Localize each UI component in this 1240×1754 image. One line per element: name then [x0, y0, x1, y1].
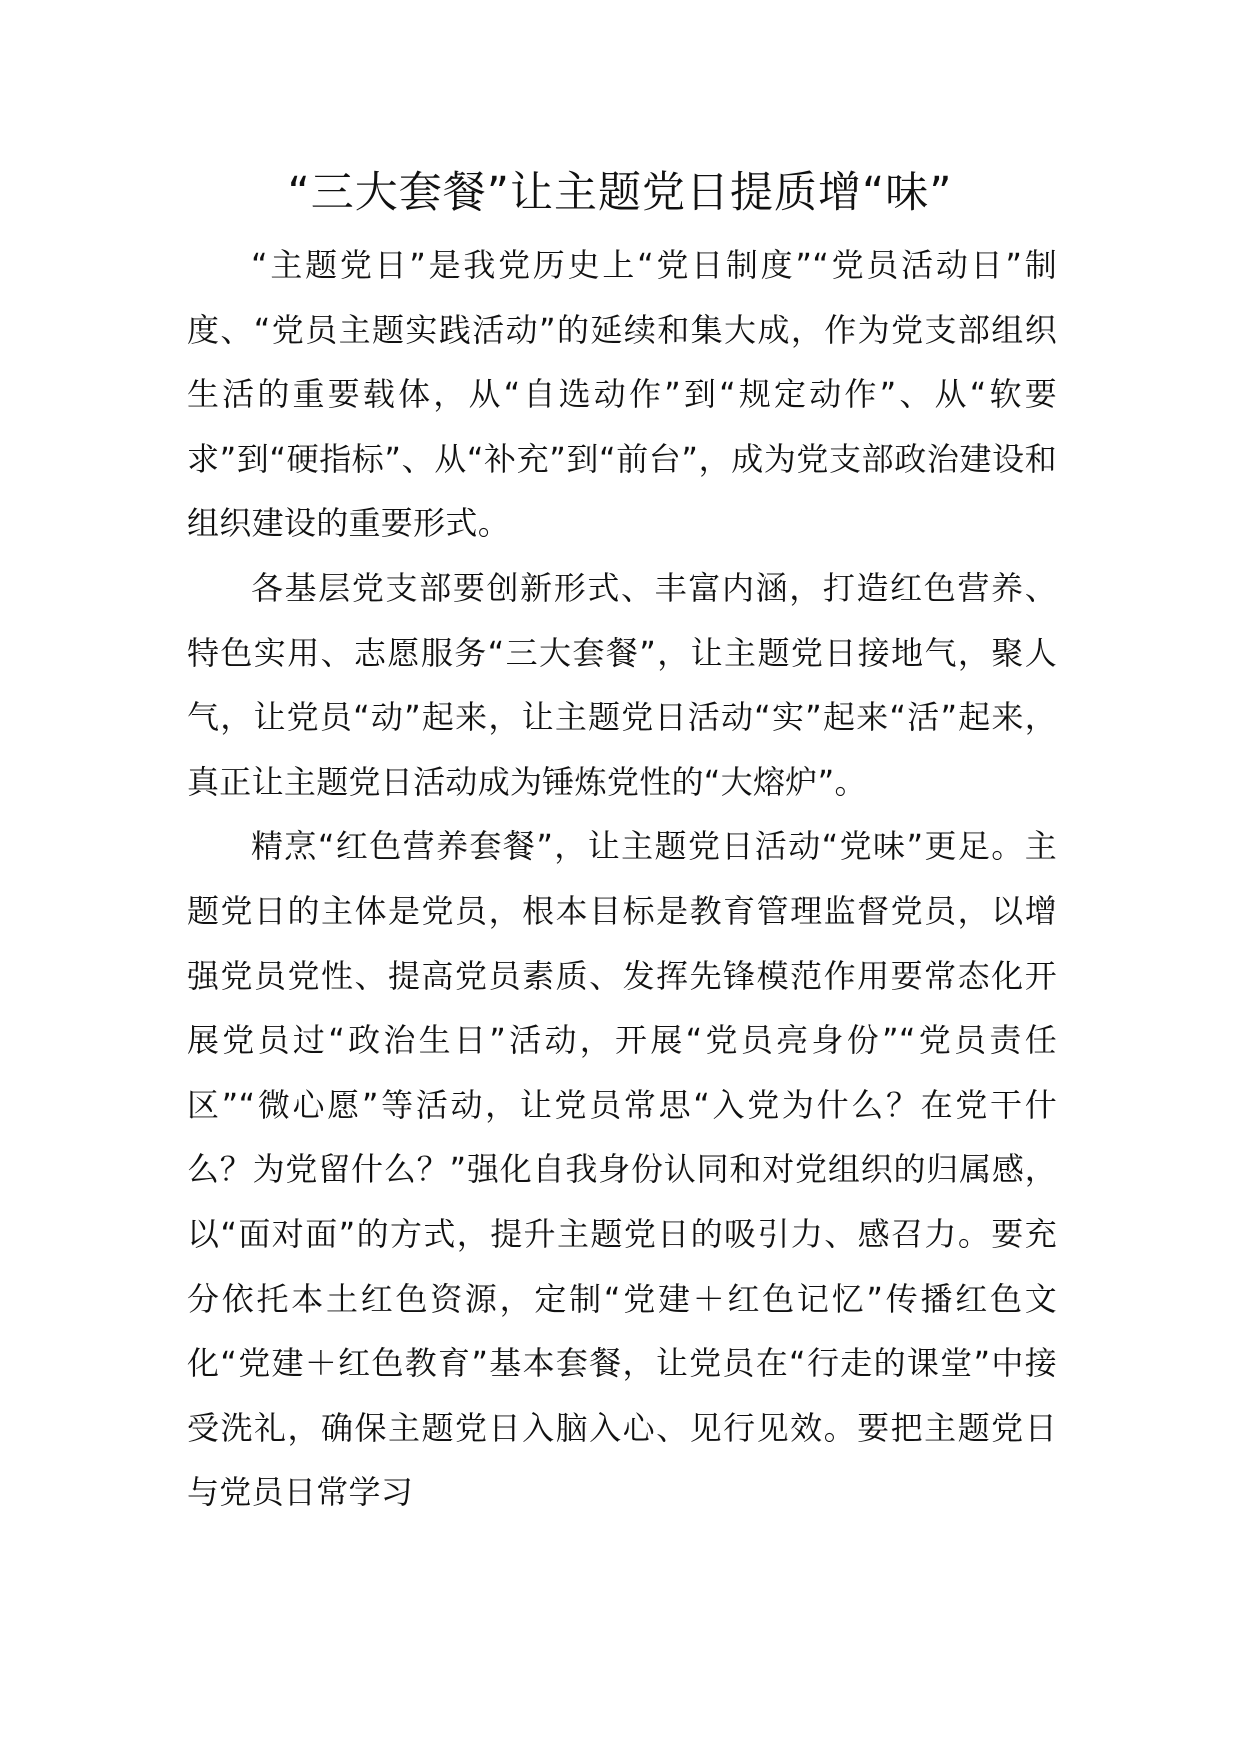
- paragraph-three-packages: 各基层党支部要创新形式、丰富内涵，打造红色营养、特色实用、志愿服务“三大套餐”，让主题党日接地气，聚人气，让党员“动”起来，让主题党日活动“实”起来“活”起来，真正让主题党日活动成为锤炼党性的“大熔炉”。: [187, 568, 1057, 801]
- paragraph-intro: “主题党日”是我党历史上“党日制度”“党员活动日”制度、“党员主题实践活动”的延续和集大成，作为党支部组织生活的重要载体，从“自选动作”到“规定动作”、从“软要求”到“硬指标”、从“补充”到“前台”，成为党支部政治建设和组织建设的重要形式。: [187, 246, 1057, 543]
- document-title: “三大套餐”让主题党日提质增“味”: [287, 168, 953, 218]
- document-body: [187, 233, 1057, 1525]
- paragraph-red-nutrition: 精烹“红色营养套餐”，让主题党日活动“党味”更足。主题党日的主体是党员，根本目标是教育管理监督党员，以增强党员党性、提高党员素质、发挥先锋模范作用要常态化开展党员过“政治生日”活动，开展“党员亮身份”“党员责任区”“微心愿”等活动，让党员常思“入党为什么？在党干什么？为党留什么？”强化自我身份认同和对党组织的归属感，以“面对面”的方式，提升主题党日的吸引力、感召力。要充分依托本土红色资源，定制“党建＋红色记忆”传播红色文化“党建＋红色教育”基本套餐，让党员在“行走的课堂”中接受洗礼，确保主题党日入脑入心、见行见效。要把主题党日与党员日常学习: [187, 827, 1057, 1512]
